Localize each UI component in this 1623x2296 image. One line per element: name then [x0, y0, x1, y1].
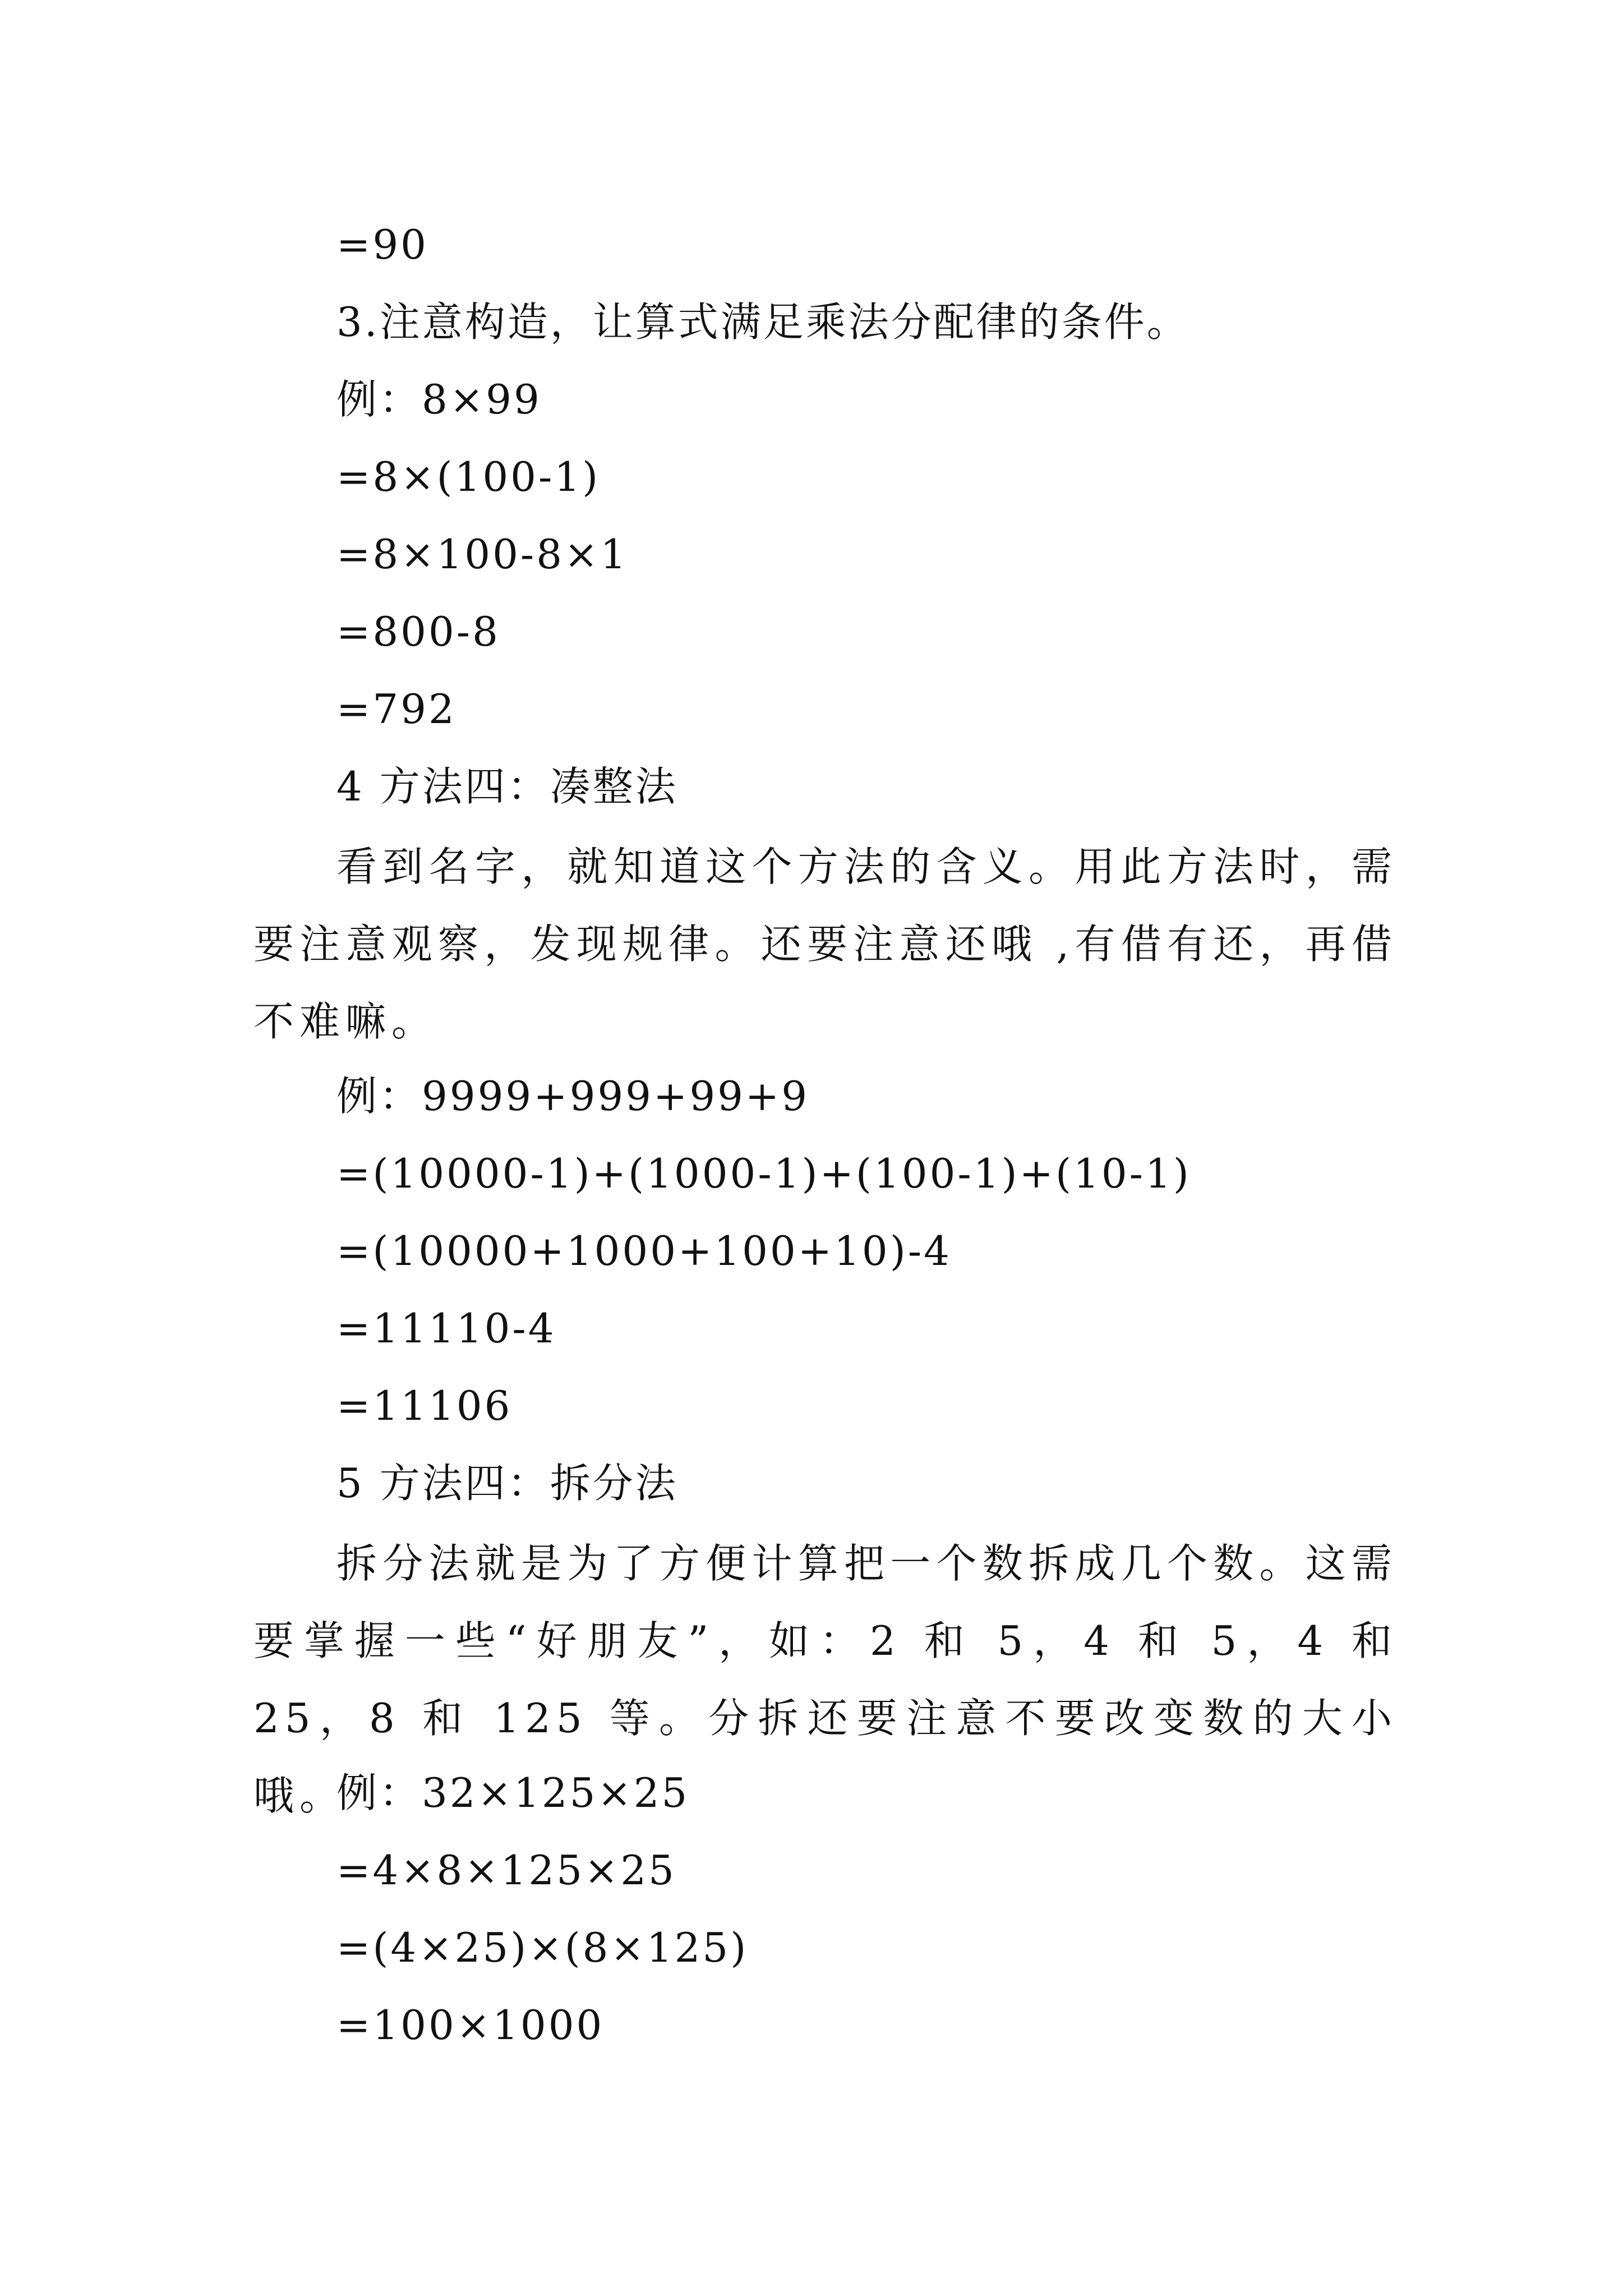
section-heading: 4 方法四：凑整法: [336, 763, 678, 810]
section-heading: 5 方法四：拆分法: [336, 1460, 678, 1507]
equation-line: =(10000+1000+100+10)-4: [336, 1227, 952, 1274]
section-item-heading: 3.注意构造，让算式满足乘法分配律的条件。: [336, 298, 1189, 346]
equation-line: =90: [336, 221, 428, 268]
equation-line: =792: [336, 685, 457, 733]
equation-line: =11106: [336, 1382, 513, 1429]
example-line: 例：8×99: [336, 376, 542, 423]
equation-line: =(10000-1)+(1000-1)+(100-1)+(10-1): [336, 1150, 1191, 1197]
example-line: 例：32×125×25: [336, 1769, 690, 1816]
body-paragraph: 看到名字，就知道这个方法的含义。用此方法时，需要注意观察，发现规律。还要注意还哦 ,有借有还，再借不难嘛。: [253, 843, 1398, 1045]
equation-line: =800-8: [336, 608, 500, 655]
equation-line: =8×(100-1): [336, 453, 601, 500]
equation-line: =4×8×125×25: [336, 1847, 676, 1894]
equation-line: =(4×25)×(8×125): [336, 1924, 749, 1971]
equation-line: =8×100-8×1: [336, 531, 629, 578]
equation-line: =11110-4: [336, 1305, 556, 1352]
equation-line: =100×1000: [336, 2001, 605, 2049]
body-paragraph: 拆分法就是为了方便计算把一个数拆成几个数。这需要掌握一些“好朋友”，如：2 和 5，4 和 5，4 和 25，8 和 125 等。分拆还要注意不要改变数的大小哦。: [253, 1540, 1398, 1819]
example-line: 例：9999+999+99+9: [336, 1073, 810, 1120]
